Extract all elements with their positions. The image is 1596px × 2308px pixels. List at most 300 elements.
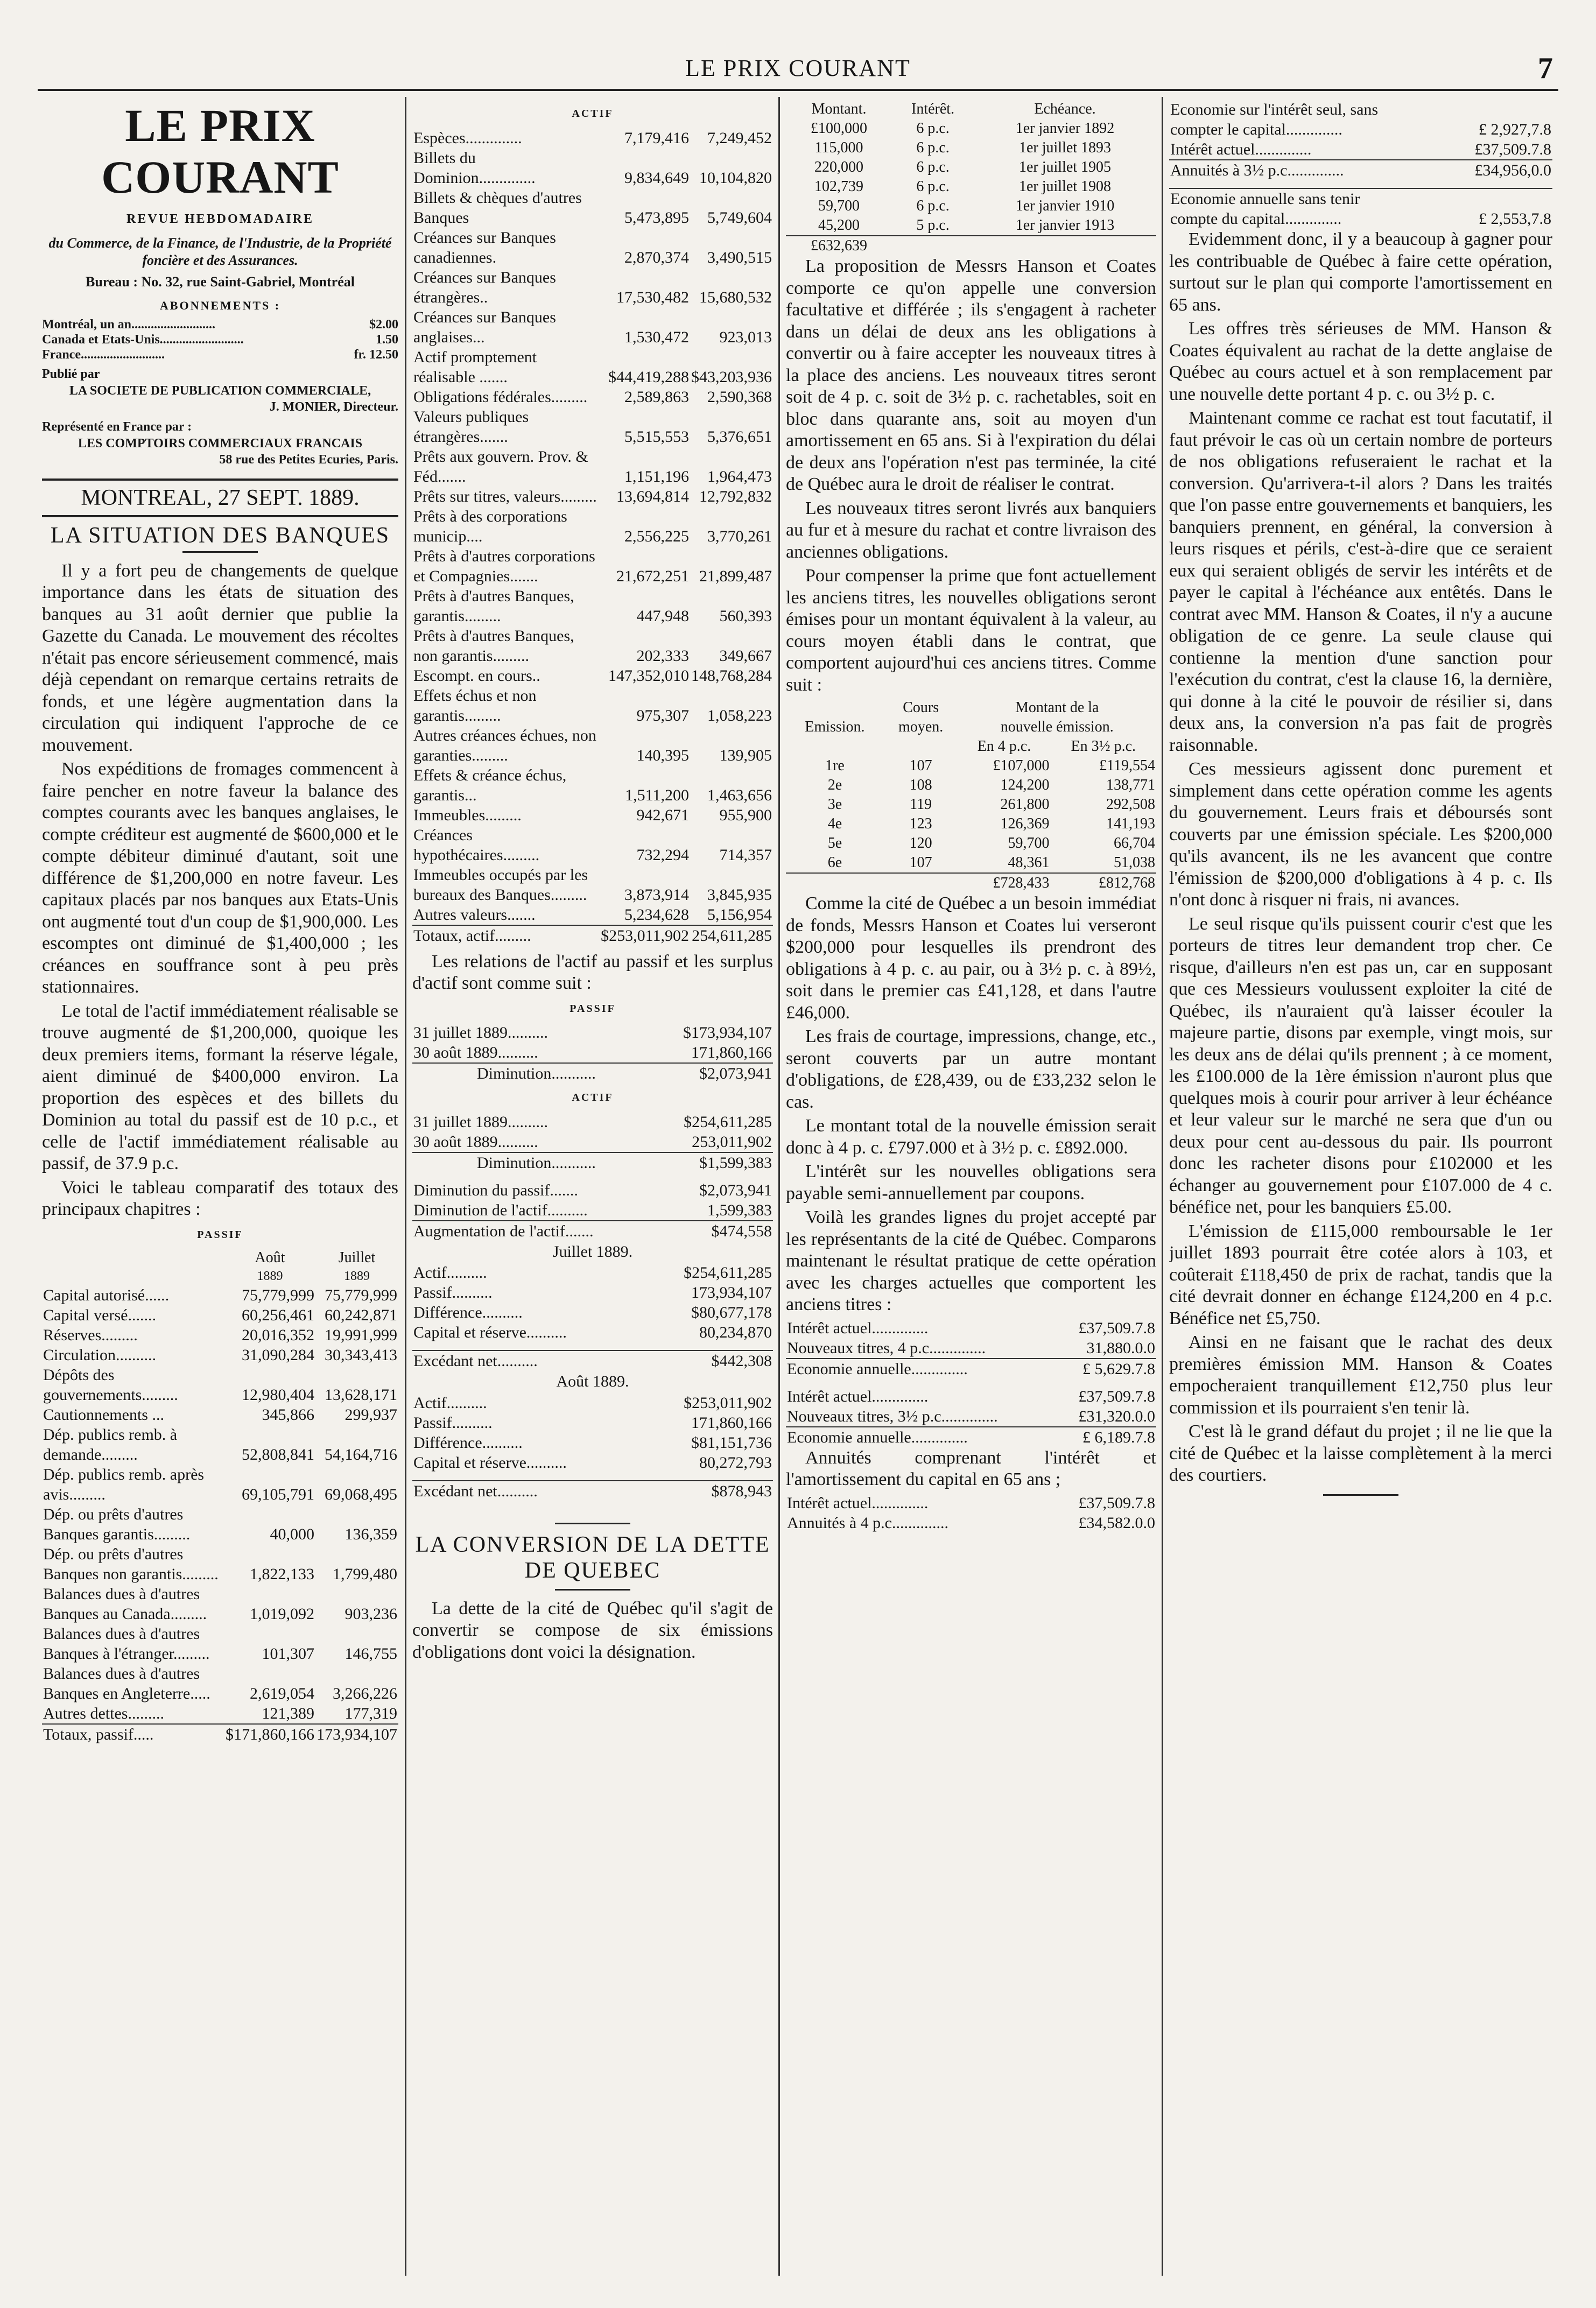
header-july-year: 1889 (344, 1269, 370, 1283)
emission-en35: 141,193 (1106, 815, 1155, 832)
bonds-header-rate: Intérêt. (911, 101, 955, 117)
row-label: Actif.......... (413, 1264, 487, 1282)
publisher: LA SOCIETE DE PUBLICATION COMMERCIALE, (69, 383, 371, 398)
row-value-august: 12,980,404 (242, 1386, 314, 1404)
row-value-july: 3,266,226 (333, 1685, 397, 1702)
paragraph: C'est là le grand défaut du projet ; il ne lie que la cité de Québec et la laisse complètement à la merci des courtiers. (1169, 1422, 1552, 1485)
table-row (412, 1043, 773, 1063)
spacer-cell (884, 873, 958, 893)
row-value-july: 5,156,954 (707, 905, 772, 924)
table-row (412, 307, 773, 347)
row-label: Obligations fédérales......... (413, 388, 588, 406)
subscription-price: fr. 12.50 (354, 347, 398, 362)
row-label: Autres dettes......... (43, 1705, 164, 1722)
table-row (412, 228, 773, 268)
row-label: Dép. publics remb. à demande......... (43, 1426, 178, 1463)
row-value-july: 139,905 (719, 746, 772, 764)
bond-amount: £100,000 (811, 120, 868, 137)
table-row (412, 805, 773, 825)
row-value-august: 101,307 (262, 1645, 314, 1663)
masthead-description: du Commerce, de la Finance, de l'Industrie, de la Propriété foncière et des Assurances. (48, 235, 392, 268)
spacer-cell (412, 1173, 655, 1180)
paragraph: Ainsi en ne faisant que le rachat des deux premières émission MM. Hanson & Coates empocheraient tranquillement £12,750 plus leur commission et ils pourraient s'en tenir là. (1169, 1332, 1552, 1418)
row-value-july: 54,164,716 (325, 1446, 397, 1463)
economy-value: £ 2,553,7.8 (1391, 188, 1552, 229)
row-value-august: 147,352,010 (608, 666, 689, 685)
header-en4: En 4 p.c. (977, 738, 1031, 755)
spacer-cell (786, 1379, 1001, 1387)
column-1 (42, 100, 398, 2270)
row-value-july: 30,343,413 (325, 1346, 397, 1364)
row-value-july: $43,203,936 (691, 368, 772, 386)
emission-en4: 126,369 (1000, 815, 1050, 832)
row-value: £37,509.7.8 (1078, 1319, 1155, 1337)
spacer-cell (1391, 180, 1552, 188)
paragraph: La proposition de Messrs Hanson et Coates comporte ce qu'on appelle une conversion facultative et différée ; ils s'engagent à racheter dans un délai de deux ans les obligations à convertir ou à faire accepter les nouveaux titres à la place des anciens. Les nouveaux titres seront soit de 4 p. c. soit de 3½ p. c. rachetables, soit en bloc dans quarante ans, soit au moyen d'un amortissement en 65 ans. Si à l'expiration du délai de deux ans l'opération n'est pas terminée, la cité de Québec aura le droit de réaliser le contrat. (786, 256, 1156, 494)
relations-table (412, 1023, 773, 1083)
header-august: Août (255, 1249, 285, 1266)
subscription-row (42, 317, 398, 332)
relations-value: $878,943 (641, 1481, 773, 1501)
row-label: 31 juillet 1889.......... (413, 1113, 548, 1131)
bond-due: 1er janvier 1910 (1015, 198, 1115, 214)
passif-header-row (42, 1267, 398, 1285)
emission-cours: 119 (910, 796, 932, 813)
table-row (412, 1283, 773, 1303)
spacer-row (412, 1342, 773, 1350)
spacer-row (786, 1379, 1156, 1387)
column-4 (1169, 100, 1552, 2270)
row-label: Dépôts des gouvernements......... (43, 1366, 178, 1404)
row-label: Balances dues à d'autres Banques en Angleterre..... (43, 1665, 210, 1702)
row-value-august: 52,808,841 (242, 1446, 314, 1463)
bond-due: 1er juillet 1893 (1018, 139, 1112, 156)
row-value: 173,934,107 (691, 1284, 772, 1301)
table-row (412, 905, 773, 925)
emission-en4: £107,000 (993, 757, 1050, 774)
table-row (412, 487, 773, 506)
bond-row (786, 177, 1156, 196)
header-cell (786, 698, 884, 717)
comparison-label: Economie annuelle.............. (786, 1359, 1001, 1379)
row-value-july: 1,463,656 (707, 786, 772, 804)
row-label: Prêts à d'autres corporations et Compagnies....... (413, 547, 595, 585)
row-value-july: 560,393 (719, 607, 772, 625)
row-value-august: 2,589,863 (624, 388, 689, 406)
table-row (786, 1318, 1156, 1338)
emission-row (786, 834, 1156, 853)
row-label: Diminution de l'actif.......... (413, 1201, 588, 1219)
row-label: Espèces.............. (413, 129, 522, 147)
spacer-cell (786, 873, 884, 893)
header-cell (786, 737, 884, 756)
annuity-value: £34,956,0.0 (1391, 160, 1552, 180)
paragraph: Voici le tableau comparatif des totaux des principaux chapitres : (42, 1177, 398, 1219)
emission-number: 2e (827, 777, 842, 793)
paragraph: Les nouveaux titres seront livrés aux banquiers au fur et à mesure du rachat et contre livraison des anciennes obligations. (786, 498, 1156, 562)
spacer-cell (974, 236, 1156, 256)
bonds-total: £632,639 (786, 236, 892, 256)
paragraph: Les relations de l'actif au passif et les surplus d'actif sont comme suit : (412, 951, 773, 993)
relations-passif-label: PASSIF (570, 1002, 616, 1015)
table-row (42, 1405, 398, 1425)
paragraph: Le total de l'actif immédiatement réalisable se trouve augmenté de $1,200,000, quoique les deux premiers items, formant la réserve légale, aient diminué de $400,000 environ. La proportion des espèces et des billets du Dominion au total du passif est de 10 p.c., et celle de l'actif immédiatement réalisable au passif, de 37.9 p.c. (42, 1001, 398, 1173)
relations-actif-label: ACTIF (572, 1092, 614, 1103)
annuity-label: Annuités à 3½ p.c.............. (1169, 160, 1391, 180)
table-row (412, 726, 773, 765)
paragraph: Le montant total de la nouvelle émission serait donc à 4 p. c. £797.000 et à 3½ p. c. £892.000. (786, 1116, 1156, 1158)
row-label: Dép. ou prêts d'autres Banques garantis......... (43, 1505, 191, 1543)
row-value-july: 923,013 (719, 328, 772, 346)
row-value-august: 345,866 (262, 1406, 314, 1424)
annuities-rows (786, 1493, 1156, 1533)
row-value-august: 2,556,225 (624, 527, 689, 545)
emission-cours: 107 (909, 757, 932, 774)
spacer-row (412, 1473, 773, 1481)
table-row (42, 1664, 398, 1704)
total-label: Totaux, passif..... (42, 1724, 224, 1744)
emission-cours: 123 (909, 815, 932, 832)
bond-amount: 45,200 (818, 217, 860, 234)
subscription-label: France.......................... (42, 347, 165, 362)
total-july: 254,611,285 (690, 925, 773, 946)
bond-due: 1er juillet 1905 (1018, 159, 1112, 175)
subscription-row (42, 347, 398, 362)
bond-amount: 220,000 (814, 159, 864, 175)
july-rows (412, 1263, 773, 1303)
row-value-july: 3,490,515 (707, 248, 772, 266)
row-value: 253,011,902 (692, 1132, 772, 1151)
running-head (38, 51, 1558, 91)
row-value-july: 60,242,871 (325, 1306, 397, 1324)
row-label: Intérêt actuel.............. (787, 1494, 929, 1512)
relations-value: $2,073,941 (654, 1063, 773, 1083)
table-row (412, 626, 773, 666)
france-rep-label: Représenté en France par : (42, 419, 192, 434)
row-value-july: 15,680,532 (699, 288, 772, 306)
row-label: Dép. publics remb. après avis......... (43, 1466, 205, 1503)
emissions-total-row (786, 873, 1156, 893)
actif-total-row (412, 925, 773, 946)
paragraph: La dette de la cité de Québec qu'il s'agit de convertir se compose de six émissions d'obligations dont voici la désignation. (412, 1598, 773, 1662)
table-row (786, 1513, 1156, 1533)
comparison-value: £ 6,189.7.8 (1001, 1427, 1156, 1447)
emission-en4: 261,800 (1000, 796, 1050, 813)
relations-row (412, 1481, 773, 1501)
header-en35: En 3½ p.c. (1071, 738, 1136, 755)
row-value-august: 202,333 (636, 646, 689, 665)
relations-actif-rows (412, 1112, 773, 1152)
row-value-july: 13,628,171 (325, 1386, 397, 1404)
table-row (42, 1345, 398, 1365)
row-label: Immeubles......... (413, 806, 522, 824)
row-value-august: 2,870,374 (624, 248, 689, 266)
row-value-august: 60,256,461 (242, 1306, 314, 1324)
total-august: $171,860,166 (224, 1724, 315, 1744)
emission-number: 3e (827, 796, 842, 813)
passif-table (42, 1249, 398, 1744)
table-row (412, 407, 773, 447)
row-value-august: 2,619,054 (250, 1685, 314, 1702)
row-label: Effets & créance échus, garantis... (413, 766, 567, 804)
paragraph: Ces messieurs agissent donc purement et simplement dans cette opération comme les agents du gouvernement. Leurs frais et déboursés sont couverts par une émission spéciale. Les $200,000 qu'ils avancent, ils ne les avancent que contre l'émission de $200,000 d'obligations à 4 p. c. Ils n'ont donc à risquer ni frais, ni avances. (1169, 759, 1552, 910)
annuities-table (786, 1493, 1156, 1533)
relations-summary-rows (412, 1180, 773, 1221)
column4-figures (1169, 100, 1552, 229)
august-label: Août 1889. (556, 1373, 629, 1390)
emission-number: 4e (827, 815, 842, 832)
table-row (412, 1393, 773, 1413)
row-label: Différence.......... (413, 1304, 523, 1321)
table-row (412, 1303, 773, 1322)
table-row (42, 1425, 398, 1465)
row-value: £34,582.0.0 (1078, 1514, 1155, 1532)
emission-en4: 48,361 (1008, 854, 1050, 871)
emission-cours: 120 (909, 835, 932, 852)
bond-row (786, 216, 1156, 236)
paragraph: Il y a fort peu de changements de quelque importance dans les états de situation des banques au 31 août dernier que publie la Gazette du Canada. Le mouvement des récoltes n'était pas encore sérieusement commencé, mais déjà cependant on remarque certains retraits de fonds, et une légère augmentation dans la circulation qui indiquent l'approche de ce mouvement. (42, 560, 398, 755)
row-label: Autres créances échues, non garanties......... (413, 726, 596, 764)
paragraph: Pour compenser la prime que font actuellement les anciens titres, les nouvelles obligations seront émises pour un montant équivalent à la valeur, au cours moyen établi dans le contrat, que comportent aujourd'hui ces anciens titres. Comme suit : (786, 566, 1156, 695)
row-value: £37,509.7.8 (1474, 140, 1551, 158)
row-value-july: 714,357 (719, 846, 772, 864)
relations-row (412, 1221, 773, 1241)
bond-amount: 115,000 (814, 139, 863, 156)
subscriptions-label: ABONNEMENTS : (159, 299, 281, 312)
row-value-august: 31,090,284 (242, 1346, 314, 1364)
row-label: Passif.......... (413, 1284, 493, 1301)
paragraph: Comme la cité de Québec a un besoin immédiat de fonds, Messrs Hanson et Coates lui verseront $200,000 pour lesquelles ils prendront des obligations à 4 p. c. au pair, ou à 3½ p. c. à 89½, soit dans le premier cas £41,128, et dans l'autre £46,000. (786, 893, 1156, 1023)
bond-row (786, 138, 1156, 158)
row-value-july: 1,964,473 (707, 467, 772, 485)
row-label: Intérêt actuel.............. (787, 1387, 929, 1405)
relations-label: Augmentation de l'actif....... (412, 1221, 655, 1241)
relations-row (412, 1350, 773, 1371)
row-value-august: 9,834,649 (624, 168, 689, 187)
table-row (412, 347, 773, 387)
paragraph: Maintenant comme ce rachat est tout facutatif, il faut prévoir le cas où un certain nombre de porteurs de nos obligations refuseraient le rachat et la conversion. Qu'arrivera-t-il alors ? Dans les traités que l'on passe entre gouvernements et banquiers, les banquiers prennent, en général, la conversion à leurs risques et périls, c'est-à-dire que ce seraient eux qui seraient obligés de servir les intérêts et de payer le capital à l'échéance aux entêtés. Dans le contrat avec MM. Hanson & Coates, il n'y a aucune obligation de ce genre. La seule clause qui contienne la mention d'une sanction pour l'exécution du contrat, c'est la clause 16, la dernière, qui donne à la cité le pouvoir de résilier si, dans deux ans, la conversion n'a pas fait de progrès raisonnable. (1169, 408, 1552, 755)
row-value-august: 17,530,482 (616, 288, 689, 306)
header-nouvelle: nouvelle émission. (1000, 719, 1114, 735)
relations-row (412, 1063, 773, 1083)
bonds-table (786, 100, 1156, 256)
row-value-august: 5,515,553 (624, 427, 689, 446)
table-row (412, 506, 773, 546)
spacer-cell (641, 1473, 773, 1481)
table-row (412, 586, 773, 626)
annuity-row (1169, 160, 1552, 180)
row-label: Immeubles occupés par les bureaux des Banques......... (413, 866, 588, 904)
table-row (412, 825, 773, 865)
row-label: Prêts aux gouvern. Prov. & Féd....... (413, 447, 588, 485)
table-row (412, 765, 773, 805)
row-value-august: 5,234,628 (624, 905, 689, 924)
masthead-title: LE PRIX COURANT (101, 100, 339, 203)
table-row (412, 268, 773, 307)
paragraph: Les frais de courtage, impressions, change, etc., seront couverts par un autre montant d'obligations, de £28,439, ou de £33,232 selon le cas. (786, 1026, 1156, 1112)
passif-rows (42, 1285, 398, 1724)
relations-passif-rows (412, 1023, 773, 1063)
relations-label: Diminution........... (412, 1152, 655, 1173)
paragraph: L'intérêt sur les nouvelles obligations sera payable semi-annuellement par coupons. (786, 1162, 1156, 1204)
section-rule (555, 1523, 630, 1524)
total-july: 173,934,107 (315, 1724, 398, 1744)
row-value-july: 955,900 (719, 806, 772, 824)
table-row (412, 666, 773, 686)
row-value-july: 69,068,495 (325, 1486, 397, 1503)
bond-amount: 102,739 (814, 178, 864, 195)
header-montant: Montant de la (1015, 699, 1099, 716)
total-en4: £728,433 (958, 873, 1050, 893)
row-value: $173,934,107 (683, 1024, 772, 1042)
bond-row (786, 158, 1156, 177)
row-label: Réserves......... (43, 1326, 138, 1344)
row-value-august: 1,822,133 (250, 1565, 314, 1583)
running-title: LE PRIX COURANT (685, 55, 911, 81)
row-value: $80,677,178 (691, 1304, 772, 1321)
paragraph: Evidemment donc, il y a beaucoup à gagner pour les contribuable de Québec à faire cette opération, surtout sur le plan qui comporte l'amortissement en 65 ans. (1169, 229, 1552, 315)
row-value: $254,611,285 (684, 1264, 772, 1282)
emission-row (786, 756, 1156, 776)
header-moyen: moyen. (898, 719, 944, 735)
row-value-august: 942,671 (636, 806, 689, 824)
row-value: £37,509.7.8 (1078, 1387, 1155, 1405)
row-value-july: 21,899,487 (699, 567, 772, 585)
bonds-header-amount: Montant. (811, 101, 867, 117)
table-row (412, 1132, 773, 1152)
bond-row (786, 196, 1156, 216)
row-value: $254,611,285 (684, 1113, 772, 1131)
relations-label: Diminution........... (412, 1063, 654, 1083)
paragraph: Les offres très sérieuses de MM. Hanson & Coates équivalent au rachat de la dette anglaise de Québec au cours actuel et à son remplacement par une nouvelle dette portant 4 p. c. ou 3½ p. c. (1169, 319, 1552, 404)
row-label: Prêts à d'autres Banques, garantis......... (413, 587, 574, 625)
header-cours: Cours (903, 699, 939, 716)
row-value-august: 1,019,092 (250, 1605, 314, 1623)
bonds-rows (786, 119, 1156, 236)
header-cell (42, 1249, 224, 1267)
comparison-label: Economie annuelle.............. (786, 1427, 1001, 1447)
row-label: Diminution du passif....... (413, 1181, 578, 1199)
row-label: 31 juillet 1889.......... (413, 1024, 548, 1042)
table-row (1169, 100, 1552, 139)
row-value-july: 136,359 (344, 1525, 397, 1543)
economy-label: Economie annuelle sans tenir compte du capital.............. (1169, 188, 1391, 229)
july-diff-rows (412, 1303, 773, 1342)
comparison-rows (786, 1318, 1156, 1359)
table-row (42, 1624, 398, 1664)
subscription-price: $2.00 (369, 317, 398, 332)
row-label: 30 août 1889.......... (413, 1132, 538, 1151)
row-value-july: 148,768,284 (691, 666, 772, 685)
row-label: Différence.......... (413, 1433, 523, 1452)
emissions-table (786, 698, 1156, 893)
passif-label: PASSIF (197, 1228, 243, 1241)
row-label: Valeurs publiques étrangères....... (413, 407, 529, 446)
row-value-july: 19,991,999 (325, 1326, 397, 1344)
row-value: $253,011,902 (684, 1394, 772, 1412)
row-value-july: 349,667 (719, 646, 772, 665)
emission-number: 5e (827, 835, 842, 852)
row-value-july: 146,755 (344, 1645, 397, 1663)
actif-label: ACTIF (572, 108, 614, 119)
row-value-august: 69,105,791 (242, 1486, 314, 1503)
row-value: 80,272,793 (699, 1453, 772, 1472)
row-value-august: 140,395 (636, 746, 689, 764)
table-row (42, 1305, 398, 1325)
emission-row (786, 814, 1156, 834)
row-label: Escompt. en cours.. (413, 666, 540, 685)
table-row (42, 1365, 398, 1405)
table-row (412, 447, 773, 487)
france-rep: LES COMPTOIRS COMMERCIAUX FRANCAIS (78, 436, 363, 451)
table-row (412, 1200, 773, 1221)
emissions-header-row (786, 717, 1156, 737)
row-label: Effets échus et non garantis......... (413, 686, 537, 724)
row-value-july: 7,249,452 (707, 129, 772, 147)
paragraph: Annuités comprenant l'intérêt et l'amortissement du capital en 65 ans ; (786, 1447, 1156, 1489)
row-value-august: 121,389 (262, 1705, 314, 1722)
bond-row (786, 119, 1156, 138)
august-rows (412, 1393, 773, 1433)
bond-rate: 6 p.c. (916, 139, 950, 156)
row-label: Dép. ou prêts d'autres Banques non garantis......... (43, 1545, 219, 1583)
page-number: 7 (1538, 52, 1553, 85)
row-value-july: 75,779,999 (325, 1286, 397, 1304)
masthead-address: Bureau : No. 32, rue Saint-Gabriel, Montréal (86, 273, 355, 290)
table-row (412, 546, 773, 586)
row-label: Nouveaux titres, 4 p.c.............. (787, 1339, 986, 1357)
comparison-rows (786, 1387, 1156, 1427)
row-value-august: $44,419,288 (608, 368, 689, 386)
title-rule (182, 551, 258, 553)
column-rule (778, 97, 780, 2276)
emissions-rows (786, 756, 1156, 873)
economy-row (1169, 188, 1552, 229)
director: J. MONIER, Directeur. (269, 399, 398, 414)
column-rule (1162, 97, 1163, 2276)
row-label: Annuités à 4 p.c.............. (787, 1514, 948, 1532)
row-value: $81,151,736 (691, 1433, 772, 1452)
header-july: Juillet (338, 1249, 376, 1266)
row-value: 171,860,166 (691, 1044, 772, 1061)
spacer-cell (655, 1173, 773, 1180)
row-label: Actif.......... (413, 1394, 487, 1412)
bonds-header-due: Echéance. (1034, 101, 1096, 117)
bond-rate: 6 p.c. (916, 178, 950, 195)
row-value: £ 2,927,7.8 (1479, 121, 1551, 138)
table-row (412, 1413, 773, 1433)
header-emission: Emission. (805, 719, 865, 735)
row-value-july: 1,058,223 (707, 706, 772, 724)
table-row (412, 387, 773, 407)
dateline: MONTREAL, 27 SEPT. 1889. (42, 479, 398, 518)
row-value: £37,509.7.8 (1078, 1494, 1155, 1512)
actif-rows (412, 128, 773, 925)
table-row (412, 128, 773, 148)
relations-row (412, 1152, 773, 1173)
subscription-label: Canada et Etats-Unis.......................... (42, 332, 244, 347)
paragraph: Nos expéditions de fromages commencent à faire pencher en notre faveur la balance des comptes courants avec les banques anglaises, le compte créditeur est augmenté de $600,000 et le compte débiteur diminué d'autant, soit une différence de $1,200,000 en notre faveur. Les capitaux placés par nos banques aux Etats-Unis ont augmenté tout d'un coup de $1,900,000. Les escomptes ont diminué de $1,400,000 ; les créances en souffrance sont à peu près stationnaires. (42, 759, 398, 997)
relations-value: $1,599,383 (655, 1152, 773, 1173)
row-label: 30 août 1889.......... (413, 1044, 538, 1061)
table-row (42, 1704, 398, 1724)
row-label: Passif.......... (413, 1413, 493, 1432)
bond-due: 1er janvier 1913 (1015, 217, 1115, 234)
row-value: $2,073,941 (699, 1181, 772, 1199)
bond-rate: 5 p.c. (916, 217, 950, 234)
emission-en35: 66,704 (1114, 835, 1155, 852)
total-august: $253,011,902 (600, 925, 690, 946)
